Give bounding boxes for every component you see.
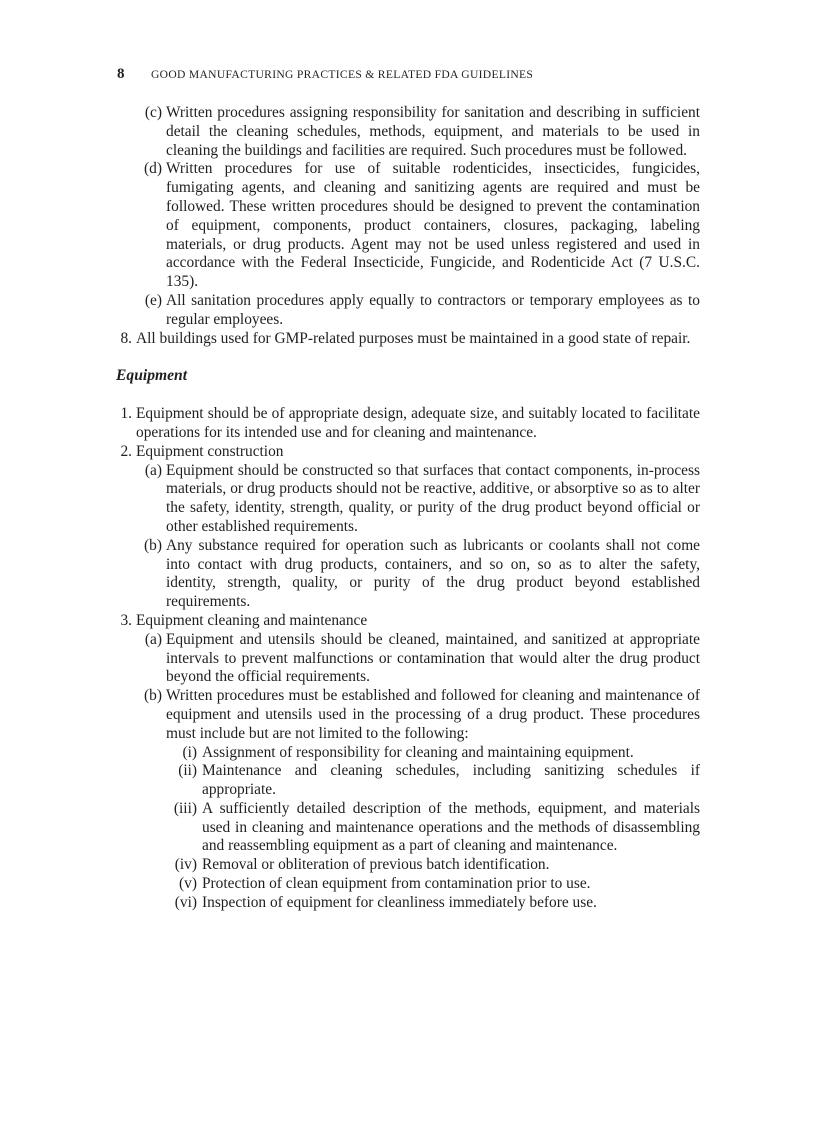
- list-text: Maintenance and cleaning schedules, including sanitizing schedules if appropriate.: [202, 762, 700, 799]
- running-header: [117, 66, 717, 83]
- list-text: Written procedures for use of suitable rodenticides, insecticides, fungicides, fumigating agents, and cleaning and sanitizing agents are required and must be followed. These written procedures should be designed to prevent the contamination of equipment, components, product containers, closures, packaging, labeling materials, or drug products. Agent may not be used unless registered and used in accordance with the Federal Insecticide, Fungicide, and Rodenticide Act (7 U.S.C. 135).: [166, 160, 700, 291]
- list-text: Written procedures must be established and followed for cleaning and maintenance of equipment and utensils used in the processing of a drug product. These procedures must include but are not limited to the following:: [166, 687, 700, 742]
- list-item: [116, 612, 700, 631]
- list-text: A sufficiently detailed description of the methods, equipment, and materials used in cleaning and maintenance operations and the methods of disassembling and reassembling equipment as a part of cleaning and maintenance.: [202, 799, 700, 855]
- list-marker: (iv): [174, 856, 197, 874]
- list-item: [116, 537, 700, 612]
- list-text: Equipment should be of appropriate design, adequate size, and suitably located to facilitate operations for its intended use and for cleaning and maintenance.: [136, 405, 700, 441]
- list-text: Inspection of equipment for cleanliness immediately before use.: [202, 893, 597, 911]
- list-item: [116, 104, 700, 160]
- page-body: [116, 104, 700, 913]
- list-item: [116, 443, 700, 462]
- list-marker: (iii): [173, 799, 197, 817]
- list-marker: (d): [144, 160, 162, 178]
- list-item: [116, 762, 700, 800]
- list-marker: (ii): [178, 762, 197, 780]
- list-marker: (b): [144, 687, 162, 705]
- list-marker: 1.: [120, 405, 132, 423]
- page-number: 8: [117, 66, 125, 82]
- list-item: [116, 462, 700, 537]
- list-text: Equipment construction: [136, 442, 284, 460]
- list-marker: 8.: [120, 329, 132, 347]
- list-marker: (a): [144, 630, 162, 648]
- list-item: [116, 744, 700, 763]
- list-marker: 2.: [120, 442, 132, 460]
- list-item: [116, 405, 700, 443]
- list-marker: (e): [144, 291, 162, 309]
- list-text: Written procedures assigning responsibility for sanitation and describing in sufficient detail the cleaning schedules, methods, equipment, and materials to be used in cleaning the buildings and facilities are required. Such procedures must be followed.: [166, 104, 700, 159]
- running-title: GOOD MANUFACTURING PRACTICES & RELATED FDA GUIDELINES: [151, 68, 534, 81]
- list-marker: (c): [144, 104, 162, 121]
- list-text: Equipment cleaning and maintenance: [136, 611, 368, 629]
- list-text: Removal or obliteration of previous batch identification.: [202, 856, 550, 874]
- list-item: [116, 856, 700, 875]
- section-heading-equipment: Equipment: [116, 367, 188, 385]
- list-item: [116, 875, 700, 894]
- list-marker: (b): [144, 536, 162, 554]
- list-text: Assignment of responsibility for cleaning and maintaining equipment.: [202, 743, 634, 761]
- list-item: [116, 687, 700, 743]
- list-item: [116, 292, 700, 330]
- list-marker: (v): [179, 875, 197, 893]
- list-marker: (a): [144, 461, 162, 479]
- list-text: All buildings used for GMP-related purposes must be maintained in a good state of repair.: [136, 329, 691, 347]
- list-text: Equipment and utensils should be cleaned, maintained, and sanitized at appropriate intervals to prevent malfunctions or contamination that would alter the drug product beyond the official requirements.: [166, 630, 700, 686]
- list-text: All sanitation procedures apply equally to contractors or temporary employees as to regular employees.: [166, 291, 700, 328]
- list-marker: (i): [182, 743, 197, 761]
- list-item: [116, 800, 700, 856]
- list-text: Protection of clean equipment from contamination prior to use.: [202, 875, 591, 893]
- list-text: Equipment should be constructed so that surfaces that contact components, in-process materials, or drug products should not be reactive, additive, or absorptive so as to alter the safety, identity, strength, quality, or purity of the drug product beyond official or other established requirements.: [166, 461, 700, 535]
- list-marker: 3.: [120, 611, 132, 629]
- list-item: [116, 330, 700, 349]
- list-marker: (vi): [174, 893, 197, 911]
- list-text: Any substance required for operation such as lubricants or coolants shall not come into contact with drug products, containers, and so on, so as to alter the safety, identity, strength, quality, or purity of the drug product beyond established requirements.: [166, 536, 700, 611]
- list-item: [116, 631, 700, 687]
- list-item: [116, 894, 700, 913]
- list-item: [116, 160, 700, 292]
